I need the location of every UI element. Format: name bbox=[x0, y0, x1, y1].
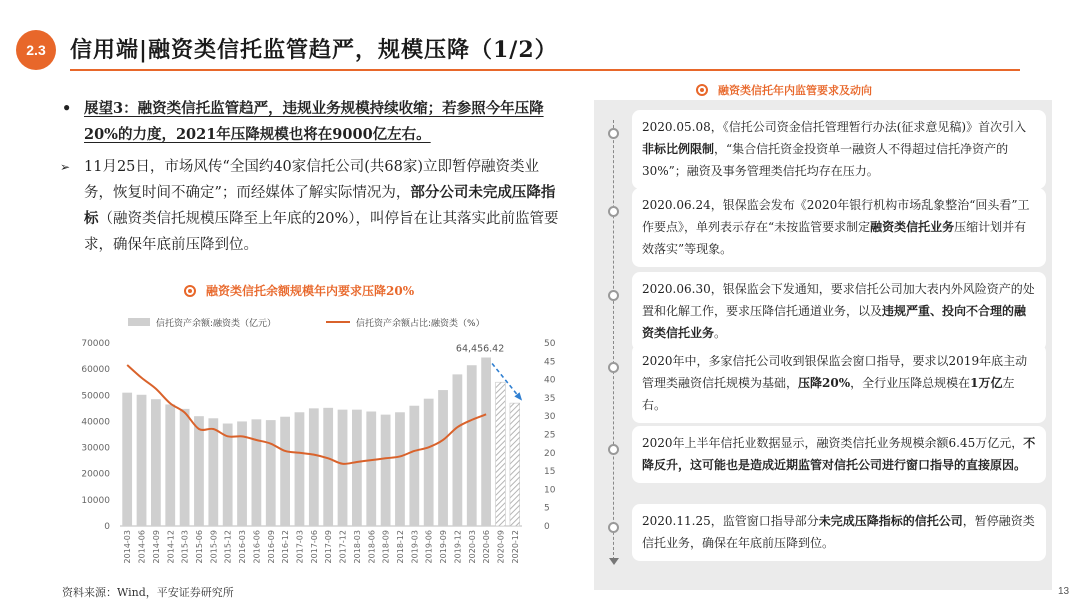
x-tick-label: 2017-12 bbox=[338, 530, 348, 564]
x-tick-label: 2014-09 bbox=[151, 530, 161, 564]
x-tick-label: 2015-06 bbox=[194, 530, 204, 564]
timeline-card bbox=[632, 272, 1046, 351]
x-tick-label: 2016-06 bbox=[252, 530, 262, 564]
bullet-marker: • bbox=[62, 100, 72, 117]
timeline-header-text: 融资类信托年内监管要求及动向 bbox=[718, 84, 872, 97]
y-right-tick-label: 20 bbox=[544, 448, 556, 459]
timeline-card bbox=[632, 504, 1046, 561]
timeline-emphasis: 违规严重、投向不合理的融资类信托业务 bbox=[642, 304, 1027, 340]
timeline-text: ，暂停融资类信托业务，确保在年底前压降到位。 bbox=[642, 514, 1035, 550]
timeline-text: 2020年中，多家信托公司收到银保监会窗口指导，要求以2019年底主动管理类融资信托规模为基础， bbox=[642, 354, 1028, 390]
bullet-outlook-text: 展望3：融资类信托监管趋严，违规业务规模持续收缩；若参照今年压降20%的力度，2021年压降规模也将在9000亿左右。 bbox=[84, 100, 544, 143]
x-tick-label: 2015-09 bbox=[209, 530, 219, 564]
bar bbox=[295, 412, 305, 526]
y-right-tick-label: 30 bbox=[544, 412, 556, 423]
bar bbox=[338, 410, 348, 526]
y-right-tick-label: 45 bbox=[544, 357, 556, 368]
x-tick-label: 2019-06 bbox=[424, 530, 434, 564]
x-tick-label: 2017-03 bbox=[295, 530, 305, 564]
x-tick-label: 2019-09 bbox=[439, 530, 449, 564]
x-tick-label: 2015-03 bbox=[180, 530, 190, 564]
x-tick-label: 2019-03 bbox=[410, 530, 420, 564]
y-left-tick-label: 60000 bbox=[81, 365, 110, 376]
trust-balance-chart bbox=[60, 308, 560, 586]
y-right-tick-label: 15 bbox=[544, 467, 556, 478]
timeline-card bbox=[632, 426, 1046, 483]
news-text-part1: 11月25日，市场风传“全国约40家信托公司(共68家)立即暂停融资类业务，恢复时间不确定”；而经媒体了解实际情况为， bbox=[84, 159, 540, 201]
chart-title-text: 融资类信托余额规模年内要求压降20% bbox=[206, 284, 415, 298]
timeline-arrow-icon bbox=[609, 558, 619, 565]
y-right-tick-label: 0 bbox=[544, 522, 550, 532]
x-tick-label: 2020-06 bbox=[482, 530, 492, 564]
bar bbox=[366, 411, 376, 526]
timeline-emphasis: 压降20% bbox=[798, 376, 851, 390]
bar bbox=[352, 410, 362, 526]
timeline-node-icon bbox=[608, 128, 619, 139]
timeline-text: 压缩计划并有效落实”等现象。 bbox=[642, 220, 1027, 256]
timeline-text: 2020.05.08，《信托公司资金信托管理暂行办法(征求意见稿)》首次引入 bbox=[642, 120, 1027, 134]
bar bbox=[266, 420, 276, 526]
bar bbox=[180, 409, 190, 526]
bar bbox=[424, 399, 434, 526]
bullseye-icon bbox=[184, 285, 196, 297]
bar bbox=[381, 415, 391, 526]
y-left-tick-label: 50000 bbox=[81, 391, 110, 402]
timeline-header bbox=[696, 82, 872, 98]
bullseye-icon bbox=[696, 84, 708, 96]
peak-value-label: 64,456.42 bbox=[455, 343, 505, 355]
bar-projected bbox=[510, 403, 520, 526]
x-tick-label: 2017-06 bbox=[309, 530, 319, 564]
legend-line-label: 信托资产余额占比:融资类（%） bbox=[356, 319, 485, 329]
timeline-node-icon bbox=[608, 522, 619, 533]
timeline-node-icon bbox=[608, 206, 619, 217]
y-left-tick-label: 10000 bbox=[81, 495, 110, 506]
x-tick-label: 2019-12 bbox=[453, 530, 463, 564]
x-tick-label: 2014-12 bbox=[166, 530, 176, 564]
bar bbox=[481, 357, 491, 526]
timeline-text: ，“集合信托资金投资单一融资人不得超过信托净资产的30%”；融资及事务管理类信托均存在压力。 bbox=[642, 142, 1009, 178]
bar bbox=[252, 419, 262, 526]
timeline-card bbox=[632, 110, 1046, 189]
y-left-tick-label: 40000 bbox=[81, 417, 110, 428]
bar bbox=[453, 374, 463, 526]
x-tick-label: 2020-03 bbox=[467, 530, 477, 564]
bar bbox=[438, 390, 448, 526]
x-tick-label: 2015-12 bbox=[223, 530, 233, 564]
y-right-tick-label: 25 bbox=[544, 430, 556, 441]
bar bbox=[323, 408, 333, 526]
x-tick-label: 2018-03 bbox=[352, 530, 362, 564]
x-tick-label: 2014-03 bbox=[123, 530, 133, 564]
timeline-card bbox=[632, 344, 1046, 423]
x-tick-label: 2016-12 bbox=[281, 530, 291, 564]
y-right-tick-label: 5 bbox=[544, 503, 550, 514]
timeline-text: 。 bbox=[714, 326, 727, 340]
bar bbox=[194, 416, 204, 526]
timeline-emphasis: 非标比例限制 bbox=[642, 142, 715, 156]
legend-bar-swatch bbox=[128, 318, 150, 326]
x-tick-label: 2020-09 bbox=[496, 530, 506, 564]
news-text-part3: （融资类信托规模压降至上年底的20%），叫停旨在让其落实此前监管要求，确保年底前压降到位。 bbox=[84, 211, 559, 253]
bar bbox=[409, 406, 419, 526]
x-tick-label: 2018-09 bbox=[381, 530, 391, 564]
x-tick-label: 2018-12 bbox=[395, 530, 405, 564]
bullet-market-news bbox=[60, 154, 560, 258]
y-left-tick-label: 70000 bbox=[81, 339, 110, 349]
timeline-node-icon bbox=[608, 290, 619, 301]
chart-title bbox=[184, 282, 414, 299]
legend-bar-label: 信托资产余额:融资类（亿元） bbox=[156, 319, 277, 329]
timeline-emphasis: 1万亿 bbox=[970, 376, 1003, 390]
bar bbox=[309, 408, 319, 526]
bar bbox=[151, 399, 161, 526]
page-title: 信用端|融资类信托监管趋严，规模压降（1/2） bbox=[70, 37, 558, 63]
y-right-tick-label: 50 bbox=[544, 339, 556, 349]
timeline-text: 2020.06.30，银保监会下发通知，要求信托公司加大表内外风险资产的处置和化解工作，要求压降信托通道业务，以及 bbox=[642, 282, 1035, 318]
timeline-text: 2020.11.25，监管窗口指导部分 bbox=[642, 514, 819, 528]
timeline-axis bbox=[613, 120, 614, 560]
bar bbox=[137, 395, 147, 526]
timeline-emphasis: 融资类信托业务 bbox=[870, 220, 955, 234]
x-tick-label: 2017-09 bbox=[324, 530, 334, 564]
timeline-card bbox=[632, 188, 1046, 267]
y-right-tick-label: 35 bbox=[544, 393, 556, 404]
timeline-text: ，全行业压降总规模在 bbox=[850, 376, 971, 390]
y-right-tick-label: 40 bbox=[544, 375, 556, 386]
x-tick-label: 2018-06 bbox=[367, 530, 377, 564]
timeline-node-icon bbox=[608, 362, 619, 373]
bar bbox=[467, 365, 477, 526]
section-number-badge: 2.3 bbox=[16, 30, 56, 70]
title-divider bbox=[70, 69, 1020, 71]
bar bbox=[223, 424, 233, 526]
y-left-tick-label: 30000 bbox=[81, 443, 110, 454]
timeline-text: 2020.06.24，银保监会发布《2020年银行机构市场乱象整治“回头看”工作要点》，单列表示存在“未按监管要求制定 bbox=[642, 198, 1030, 234]
timeline-panel bbox=[594, 100, 1052, 590]
arrow-marker-icon: ➢ bbox=[60, 160, 71, 174]
bar bbox=[280, 417, 290, 526]
news-text-bold: 部分公司未完成压降指标 bbox=[84, 184, 556, 227]
x-tick-label: 2020-12 bbox=[510, 530, 520, 564]
bar bbox=[395, 412, 405, 526]
timeline-text: 2020年上半年信托业数据显示，融资类信托业务规模余额6.45万亿元， bbox=[642, 436, 1024, 450]
x-tick-label: 2016-09 bbox=[266, 530, 276, 564]
y-right-tick-label: 10 bbox=[544, 485, 556, 496]
x-tick-label: 2016-03 bbox=[238, 530, 248, 564]
bar bbox=[165, 404, 175, 526]
bar-projected bbox=[496, 382, 506, 526]
timeline-text: 左右。 bbox=[642, 376, 1015, 412]
x-tick-label: 2014-06 bbox=[137, 530, 147, 564]
bar bbox=[208, 418, 218, 526]
bar bbox=[122, 393, 132, 526]
timeline-emphasis: 未完成压降指标的信托公司 bbox=[818, 514, 963, 528]
left-text-block bbox=[60, 96, 560, 258]
timeline-node-icon bbox=[608, 444, 619, 455]
y-left-tick-label: 20000 bbox=[81, 469, 110, 480]
y-left-tick-label: 0 bbox=[104, 522, 110, 532]
page-number: 13 bbox=[1058, 586, 1070, 597]
bullet-outlook bbox=[60, 96, 560, 148]
source-note: 资料来源：Wind，平安证券研究所 bbox=[62, 586, 234, 599]
timeline-emphasis: 不降反升，这可能也是造成近期监管对信托公司进行窗口指导的直接原因。 bbox=[642, 436, 1036, 472]
